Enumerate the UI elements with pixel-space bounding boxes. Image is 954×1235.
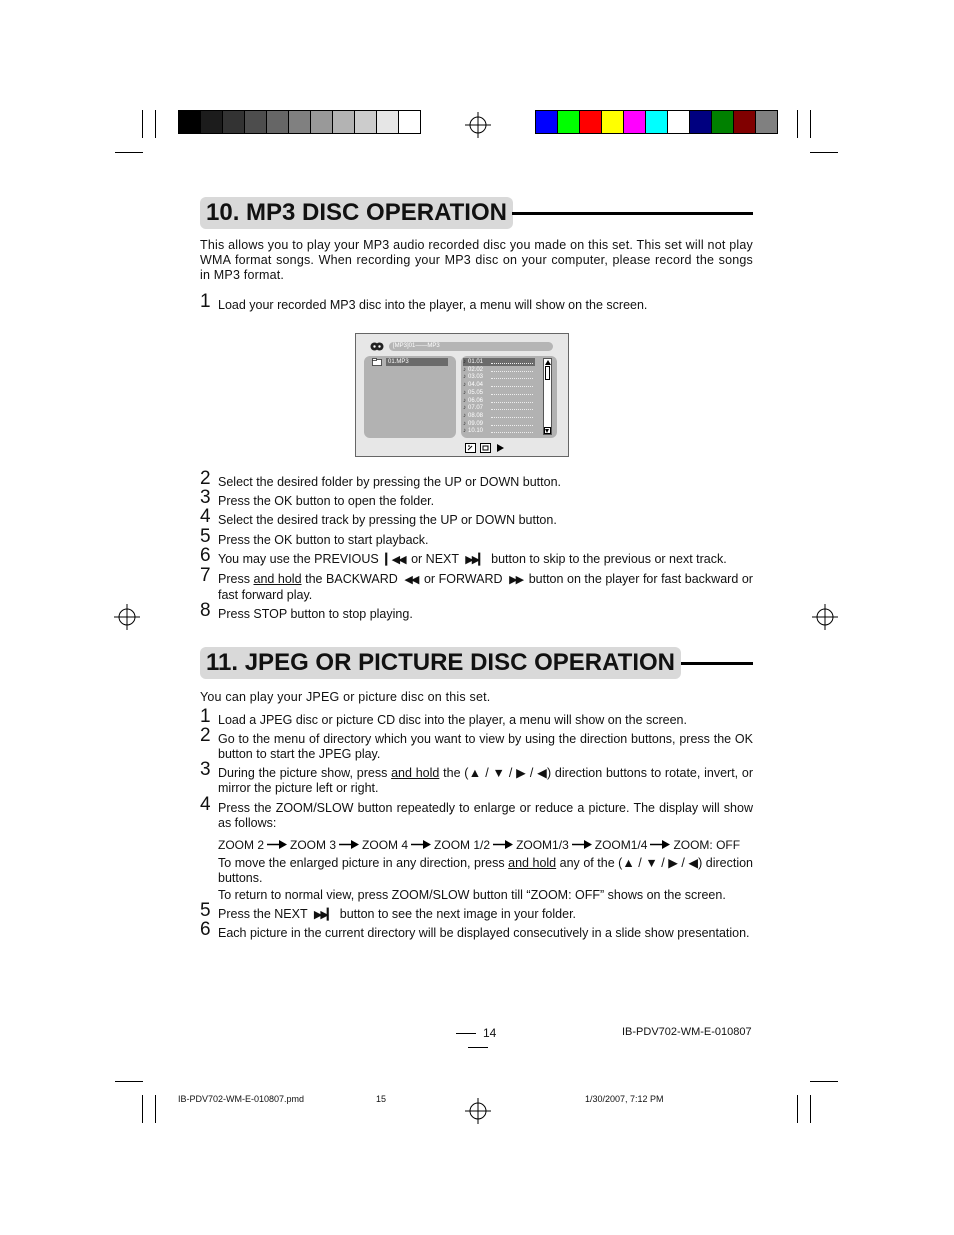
section-11-title: 11. JPEG OR PICTURE DISC OPERATION [200, 647, 681, 679]
section-10-intro: This allows you to play your MP3 audio recorded disc you made on this set. This set will not play WMA format songs. When recording your MP3 disc on your computer, please record the songs in MP3 format. [200, 238, 753, 282]
step-text: To return to normal view, press ZOOM/SLOW button till “ZOOM: OFF” shows on the screen. [218, 888, 726, 902]
registration-mark-icon [465, 112, 491, 138]
registration-mark-icon [114, 604, 140, 630]
step-text-underlined: and hold [508, 856, 557, 870]
jpeg-move-note: To move the enlarged picture in any direction, press and hold any of the (▲ / ▼ / ▶ / ◀) direction buttons. [218, 856, 754, 885]
track-dots [491, 363, 533, 364]
step-text: Select the desired track by pressing the UP or DOWN button. [218, 513, 557, 527]
step-number: 8 [200, 600, 211, 621]
play-icon[interactable] [497, 444, 504, 452]
color-swatch [558, 111, 580, 133]
crop-mark [797, 110, 798, 138]
arrow-right-icon [267, 838, 287, 853]
step-text: ) direction buttons to rotate, invert, or mirror the picture left or right. [218, 766, 754, 795]
mp3-menu-screenshot [355, 333, 569, 457]
color-swatch [333, 111, 355, 133]
music-note-icon: ♪ [463, 389, 466, 396]
step-text: or NEXT [411, 552, 459, 566]
step-text: Press [218, 572, 250, 586]
color-swatch [690, 111, 712, 133]
step-text: Press the NEXT [218, 907, 308, 921]
registration-mark-icon [812, 604, 838, 630]
page-number-text: 14 [482, 1026, 497, 1040]
step-number: 5 [200, 526, 211, 547]
sheet-number: 15 [376, 1094, 387, 1104]
zoom-level: ZOOM: OFF [673, 838, 741, 852]
track-label: 09.09 [468, 420, 484, 427]
step-number: 3 [200, 487, 211, 508]
step-number: 7 [200, 565, 211, 586]
crop-mark [810, 1095, 811, 1123]
step-text: Each picture in the current directory will be displayed consecutively in a slide show presentation. [218, 926, 750, 940]
step-text: Go to the menu of directory which you want to view by using the direction buttons, press the OK button to start the JPEG play. [218, 732, 753, 761]
zoom-level: ZOOM1/4 [594, 838, 648, 852]
step-text: or FORWARD [423, 572, 503, 586]
step-text: Load your recorded MP3 disc into the player, a menu will show on the screen. [218, 298, 648, 312]
track-dots [491, 378, 533, 379]
right-arrow-icon: ▶ [516, 766, 527, 780]
track-dots [491, 417, 533, 418]
next-icon: ▶▶▎ [465, 554, 485, 566]
step-text: You may use the PREVIOUS [218, 552, 379, 566]
step-text: Press the ZOOM/SLOW button repeatedly to enlarge or reduce a picture. The display will show as follows: [218, 801, 753, 830]
mp3-step-3 [200, 487, 753, 509]
track-scrollbar[interactable] [543, 358, 552, 435]
mp3-step-2 [200, 468, 753, 490]
track-label: 04.04 [468, 382, 484, 389]
step-number: 4 [200, 506, 211, 527]
crop-mark [155, 1095, 156, 1123]
step-text: During the picture show, press [218, 766, 388, 780]
color-calibration-bar [535, 110, 778, 134]
track-dots [491, 371, 533, 372]
track-label: 03.03 [468, 374, 484, 381]
zoom-level: ZOOM1/3 [516, 838, 569, 852]
folder-item[interactable]: 01.MP3 [386, 358, 448, 366]
track-label: 02.02 [468, 366, 484, 373]
music-mode-icon[interactable] [465, 443, 476, 453]
step-text: Press the OK button to start playback. [218, 533, 429, 547]
jpeg-return-note [200, 888, 753, 903]
step-text: Load a JPEG disc or picture CD disc into the player, a menu will show on the screen. [218, 713, 687, 727]
step-number: 1 [200, 291, 211, 312]
section-10-title: 10. MP3 DISC OPERATION [200, 197, 513, 229]
color-swatch [602, 111, 624, 133]
jpeg-step-6 [200, 919, 753, 941]
print-date: 1/30/2007, 7:12 PM [585, 1094, 664, 1104]
step-text-underlined: and hold [391, 766, 440, 780]
music-note-icon: ♪ [463, 412, 466, 419]
crop-mark [142, 110, 143, 138]
color-swatch [668, 111, 690, 133]
mp3-step-1 [200, 291, 753, 313]
step-text: Press the OK button to open the folder. [218, 494, 435, 508]
backward-icon: ◀◀ [404, 574, 418, 586]
page-number [444, 1026, 512, 1054]
photo-mode-icon[interactable] [480, 443, 491, 453]
scroll-up-icon[interactable] [545, 360, 551, 365]
crop-mark [810, 1081, 838, 1082]
track-dots [491, 425, 533, 426]
step-text: button on the player for fast backward or fast forward play. [218, 572, 753, 602]
music-note-icon: ♪ [463, 374, 466, 381]
step-number: 5 [200, 900, 211, 921]
next-icon: ▶▶▎ [313, 909, 334, 921]
track-label: 05.05 [468, 389, 484, 396]
music-note-icon: ♪ [463, 405, 466, 412]
step-text-underlined: and hold [253, 572, 302, 586]
arrow-right-icon [339, 838, 359, 853]
jpeg-step-2 [200, 725, 753, 762]
document-code: IB-PDV702-WM-E-010807 [622, 1026, 752, 1038]
color-swatch [179, 111, 201, 133]
crop-mark [115, 1081, 143, 1082]
color-swatch [712, 111, 734, 133]
menu-path-bar: [MP3]01——MP3 [389, 342, 553, 351]
registration-mark-icon [465, 1098, 491, 1124]
color-swatch [399, 111, 420, 133]
up-arrow-icon: ▲ [468, 766, 482, 780]
step-text: Select the desired folder by pressing the UP or DOWN button. [218, 475, 561, 489]
step-number: 3 [200, 759, 211, 780]
music-note-icon: ♪ [463, 420, 466, 427]
mp3-step-7 [200, 565, 753, 603]
track-label: 07.07 [468, 405, 484, 412]
color-swatch [646, 111, 668, 133]
file-name: IB-PDV702-WM-E-010807.pmd [178, 1094, 305, 1104]
forward-icon: ▶▶ [509, 574, 523, 586]
track-panel [461, 356, 557, 438]
grayscale-calibration-bar [178, 110, 421, 134]
left-arrow-icon: ◀ [688, 856, 699, 870]
crop-mark [797, 1095, 798, 1123]
color-swatch [201, 111, 223, 133]
step-number: 2 [200, 468, 211, 489]
step-text: any of the ( [559, 856, 623, 870]
mp3-step-5 [200, 526, 753, 548]
section-11-intro: You can play your JPEG or picture disc on this set. [200, 690, 491, 704]
crop-mark [115, 152, 143, 153]
color-swatch [267, 111, 289, 133]
color-swatch [289, 111, 311, 133]
zoom-level: ZOOM 2 [218, 838, 265, 852]
down-arrow-icon: ▼ [645, 856, 658, 870]
color-swatch [377, 111, 399, 133]
step-text: To move the enlarged picture in any direction, press [218, 856, 505, 870]
step-number: 4 [200, 794, 211, 815]
arrow-right-icon [572, 838, 592, 853]
previous-icon: ▎◀◀ [385, 554, 405, 566]
step-text: the ( [443, 766, 469, 780]
arrow-right-icon [650, 838, 670, 853]
jpeg-step-3: 3 During the picture show, press and hold the (▲ / ▼ / ▶ / ◀) direction buttons to rotate, invert, or mirror the picture left or right. [200, 759, 754, 795]
mp3-step-4 [200, 506, 753, 528]
color-swatch [355, 111, 377, 133]
track-label: 06.06 [468, 397, 484, 404]
step-number: 6 [200, 919, 211, 940]
crop-mark [810, 110, 811, 138]
music-note-icon: ♪ [463, 397, 466, 404]
color-swatch [580, 111, 602, 133]
folder-icon [372, 358, 382, 366]
scroll-thumb[interactable] [545, 366, 550, 380]
left-arrow-icon: ◀ [537, 766, 547, 780]
color-swatch [245, 111, 267, 133]
track-dots [491, 386, 533, 387]
music-note-icon: ♪ [463, 428, 466, 435]
music-note-icon: ♪ [463, 359, 466, 365]
track-dots [491, 394, 533, 395]
crop-mark [155, 110, 156, 138]
color-swatch [311, 111, 333, 133]
track-dots [491, 432, 533, 433]
up-arrow-icon: ▲ [622, 856, 635, 870]
music-note-icon: ♪ [463, 382, 466, 389]
step-text: ) direction buttons. [218, 856, 754, 885]
down-arrow-icon: ▼ [492, 766, 506, 780]
color-swatch [536, 111, 558, 133]
color-swatch [734, 111, 756, 133]
color-swatch [223, 111, 245, 133]
step-text: button to see the next image in your folder. [339, 907, 577, 921]
zoom-level: ZOOM 1/2 [434, 838, 491, 852]
section-11-rule [681, 662, 753, 665]
track-label: 10.10 [468, 428, 484, 435]
mp3-step-8 [200, 600, 753, 622]
mp3-step-6 [200, 545, 753, 568]
color-swatch [756, 111, 777, 133]
color-swatch [624, 111, 646, 133]
right-arrow-icon: ▶ [668, 856, 678, 870]
step-number: 6 [200, 545, 211, 566]
track-dots [491, 402, 533, 403]
scroll-down-icon[interactable] [544, 427, 551, 434]
disc-icon [370, 342, 384, 351]
folder-panel [364, 356, 456, 438]
step-number: 2 [200, 725, 211, 746]
crop-mark [142, 1095, 143, 1123]
music-note-icon: ♪ [463, 366, 466, 373]
section-10-rule [512, 212, 753, 215]
track-dots [491, 409, 533, 410]
step-number: 1 [200, 706, 211, 727]
track-label: 08.08 [468, 412, 484, 419]
arrow-right-icon [411, 838, 431, 853]
track-item[interactable] [463, 427, 535, 435]
zoom-level: ZOOM 4 [362, 838, 409, 852]
jpeg-step-5 [200, 900, 753, 923]
jpeg-step-1 [200, 706, 753, 728]
track-label: 01.01 [468, 359, 484, 365]
step-text: button to skip to the previous or next track. [491, 552, 727, 566]
step-text: the BACKWARD [305, 572, 398, 586]
zoom-sequence [218, 838, 758, 853]
zoom-level: ZOOM 3 [290, 838, 337, 852]
step-text: Press STOP button to stop playing. [218, 607, 413, 621]
crop-mark [810, 152, 838, 153]
jpeg-step-4 [200, 794, 753, 831]
arrow-right-icon [493, 838, 513, 853]
